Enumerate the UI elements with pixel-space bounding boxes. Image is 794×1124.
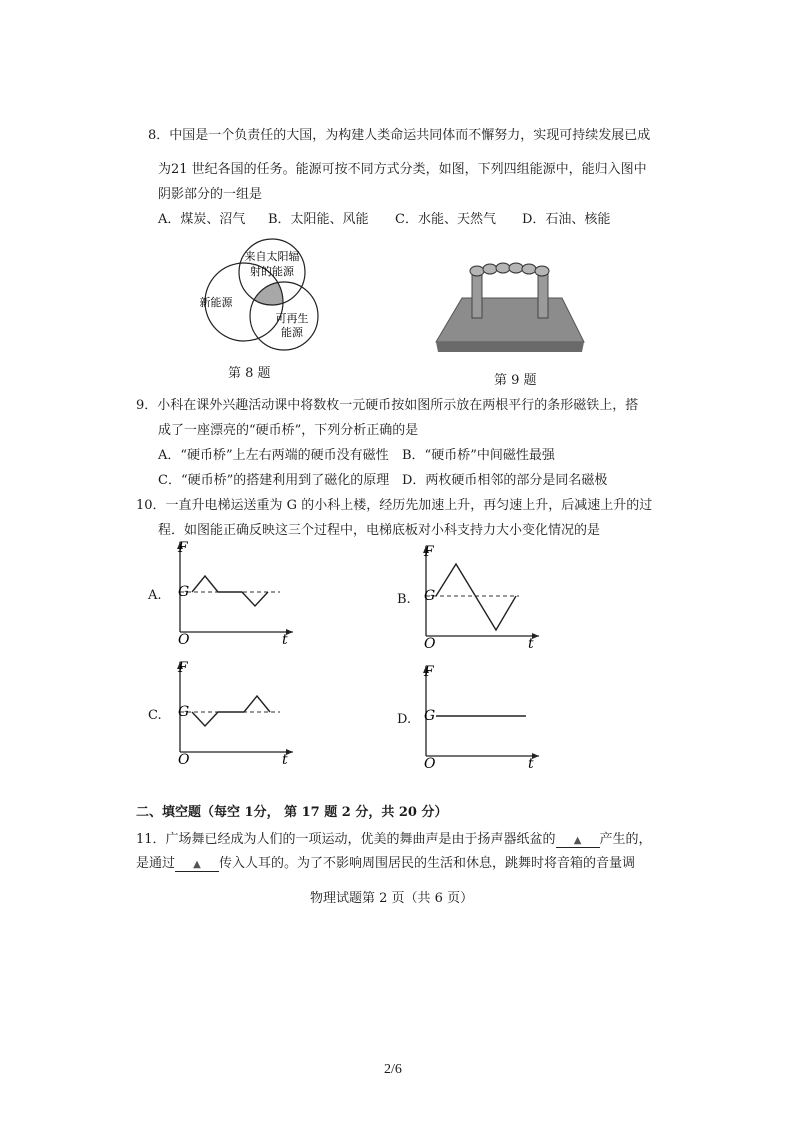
venn-top-label-2: 射的能源 (250, 265, 294, 278)
graph-c-y-label: F (178, 660, 188, 676)
graph-d-x-label: t (528, 756, 534, 770)
q9-option-a: A．“硬币桥”上左右两端的硬币没有磁性 (158, 448, 389, 463)
graph-b-y-label: F (424, 544, 434, 560)
q10-graph-c (168, 656, 298, 766)
q9-line-2: 成了一座漂亮的“硬币桥”，下列分析正确的是 (158, 423, 419, 438)
graph-b-curve (436, 564, 516, 630)
q9-option-b: B．“硬币桥”中间磁性最强 (402, 448, 555, 463)
venn-top-label-1: 来自太阳辐 (244, 250, 300, 263)
venn-right-label-1: 可再生 (275, 312, 309, 325)
q10-line-2: 程．如图能正确反映这三个过程中，电梯底板对小科支持力大小变化情况的是 (158, 523, 601, 538)
graph-c-x-label: t (282, 752, 288, 766)
section-2-title: 二、填空题（每空 1分， 第 17 题 2 分，共 20 分） (136, 805, 448, 820)
q11-line-1-a: 11．广场舞已经成为人们的一项运动，优美的舞曲声是由于扬声器纸盆的 (136, 832, 556, 847)
q8-option-d: D．石油、核能 (522, 212, 611, 227)
coins (470, 263, 549, 276)
graph-a-curve (192, 576, 268, 606)
q10-choice-b: B. (397, 592, 411, 607)
graph-a-x-label: t (282, 632, 288, 646)
q8-option-a: A．煤炭、沼气 (158, 212, 246, 227)
q9-line-1: 9．小科在课外兴趣活动课中将数枚一元硬币按如图所示放在两根平行的条形磁铁上，搭 (136, 398, 639, 413)
magnet-right (538, 272, 548, 318)
q8-line-3: 阴影部分的一组是 (158, 187, 263, 202)
graph-a-origin-label: O (178, 632, 190, 646)
q10-choice-c: C. (148, 708, 162, 723)
graph-a-g-label: G (178, 584, 190, 600)
q11-line-2-b: 传入人耳的。为了不影响周围居民的生活和休息，跳舞时将音箱的音量调 (219, 856, 636, 871)
graph-d-y-label: F (424, 664, 434, 680)
q10-graph-d (414, 660, 544, 770)
q8-venn-diagram (180, 226, 340, 366)
q11-line-1-b: 产生的， (599, 832, 652, 847)
q11-line-2 (136, 852, 635, 872)
graph-b-origin-label: O (424, 636, 436, 650)
graph-b-x-label: t (528, 636, 534, 650)
q8-line-1: 8．中国是一个负责任的大国，为构建人类命运共同体而不懈努力，实现可持续发展已成 (148, 128, 651, 143)
q10-choice-a: A. (148, 588, 162, 603)
graph-d-origin-label: O (424, 756, 436, 770)
graph-b-g-label: G (424, 588, 436, 604)
q10-choice-d: D. (397, 712, 412, 727)
venn-right-label-2: 能源 (281, 326, 303, 339)
graph-d-g-label: G (424, 708, 436, 724)
q11-blank-1: ▲ (556, 835, 600, 848)
q11-line-2-a: 是通过 (136, 856, 176, 871)
q11-blank-2: ▲ (175, 859, 219, 872)
venn-left-label: 新能源 (199, 296, 233, 309)
q9-option-c: C．“硬币桥”的搭建利用到了磁化的原理 (158, 473, 390, 488)
page-footer: 物理试题第 2 页（共 6 页） (310, 891, 474, 906)
q9-option-d: D．两枚硬币相邻的部分是同名磁极 (402, 473, 608, 488)
q10-graph-b (414, 540, 544, 650)
q9-coin-bridge-image (432, 258, 592, 366)
q10-graph-a (168, 536, 298, 646)
graph-a-y-label: F (178, 540, 188, 556)
page-number: 2/6 (384, 1062, 402, 1077)
graph-c-g-label: G (178, 704, 190, 720)
q10-line-1: 10．一直升电梯运送重为 G 的小科上楼，经历先加速上升，再匀速上升，后减速上升的过 (136, 498, 653, 513)
q8-option-c: C．水能、天然气 (395, 212, 496, 227)
q9-caption: 第 9 题 (494, 373, 537, 388)
q8-line-2: 为21 世纪各国的任务。能源可按不同方式分类，如图，下列四组能源中，能归入图中 (158, 162, 647, 177)
q11-line-1 (136, 828, 652, 848)
q8-option-b: B．太阳能、风能 (268, 212, 369, 227)
q8-caption: 第 8 题 (228, 366, 271, 381)
graph-c-curve (192, 696, 270, 726)
magnet-left (472, 272, 482, 318)
graph-c-origin-label: O (178, 752, 190, 766)
